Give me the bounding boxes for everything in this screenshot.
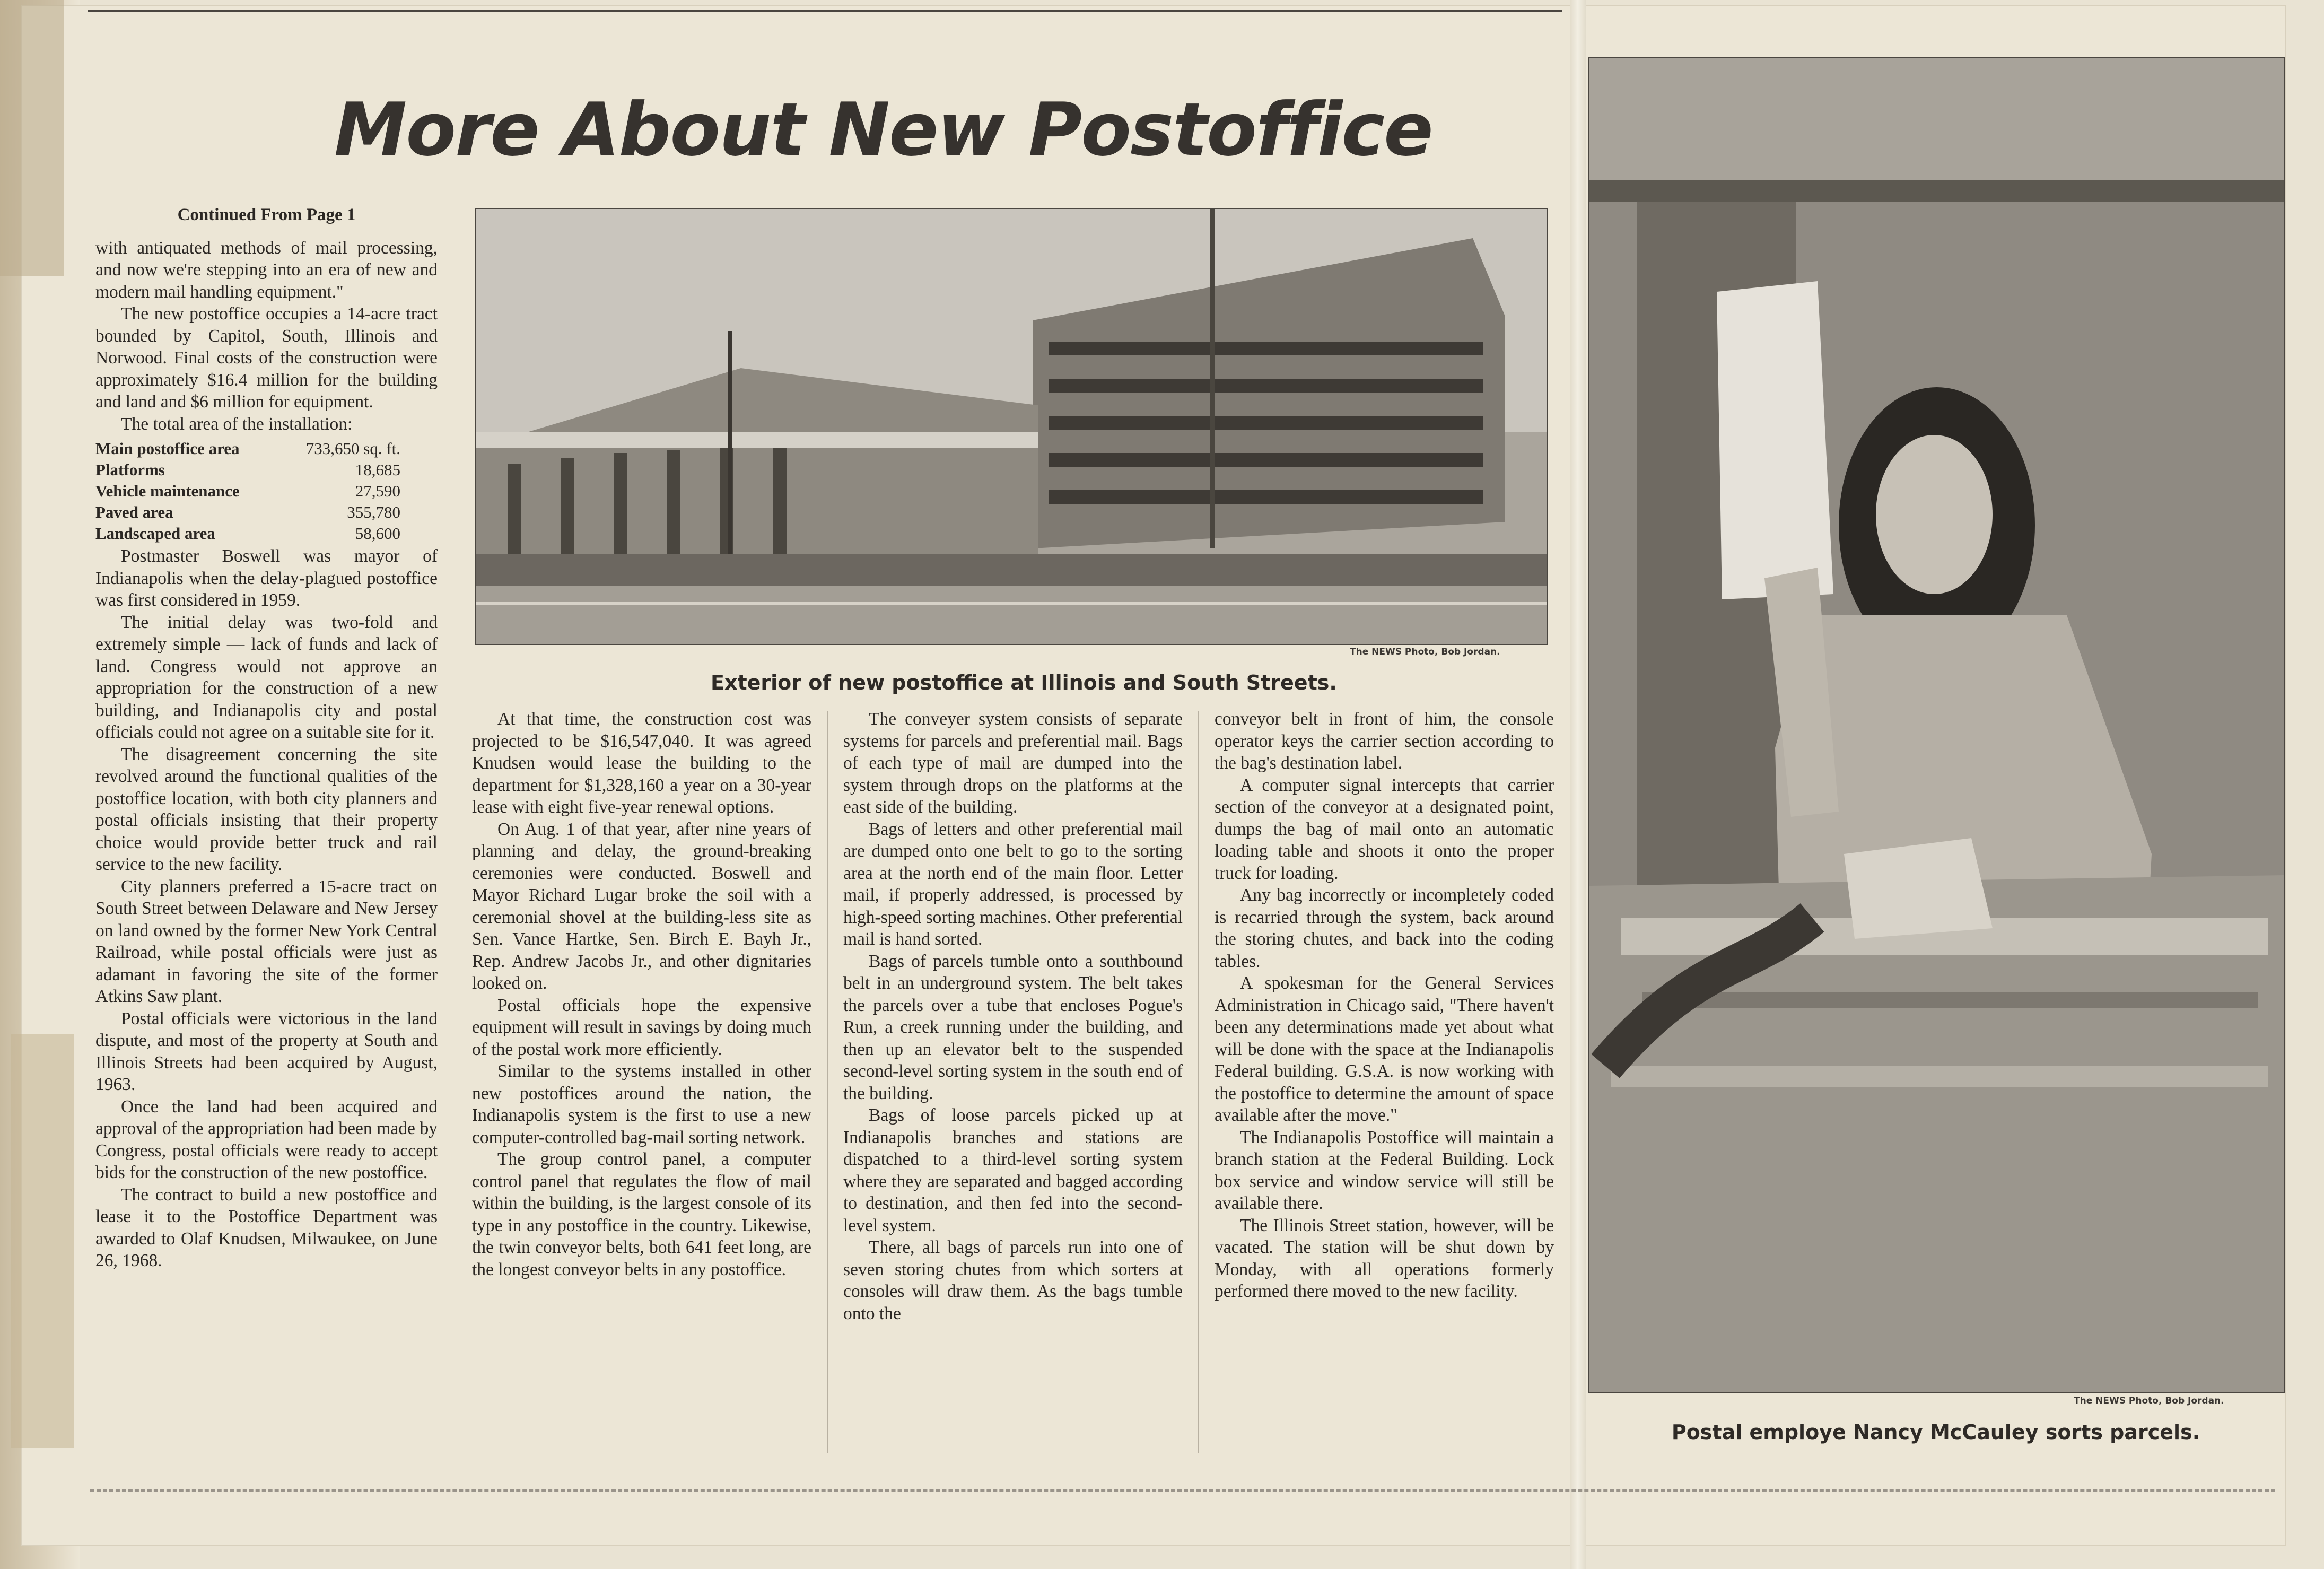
photo-caption: Exterior of new postoffice at Illinois and South Streets. bbox=[711, 671, 1337, 694]
paragraph: On Aug. 1 of that year, after nine years of planning and delay, the ground-breaking ceremonies were conducted. Boswell and Mayor Richard Lugar broke the soil with a ceremonial shovel at the building-less site as Sen. Vance Hartke, Sen. Birch E. Bayh Jr., Rep. Andrew Jacobs Jr., and other dignitaries looked on. bbox=[472, 819, 811, 993]
photo-credit: The NEWS Photo, Bob Jordan. bbox=[1350, 647, 1500, 657]
worker-sorting-photo bbox=[1588, 57, 2285, 1393]
paragraph: The Illinois Street station, however, will be vacated. The station will be shut down by Monday, with all operations formerly performed there moved to the new facility. bbox=[1215, 1215, 1554, 1301]
column-3 bbox=[843, 708, 1183, 1324]
paragraph: conveyor belt in front of him, the console operator keys the carrier section according to the bag's destination label. bbox=[1215, 709, 1554, 773]
stat-value: 58,600 bbox=[355, 524, 400, 543]
stain-top bbox=[0, 0, 64, 276]
stain-mid bbox=[11, 1034, 74, 1448]
paragraph: Bags of parcels tumble onto a southbound belt in an underground system. The belt takes the parcels over a tube that encloses Pogue's Run, a creek running under the building, and then up an elevator belt to the suspended second-level sorting system in the south end of the building. bbox=[843, 951, 1183, 1103]
paragraph: At that time, the construction cost was projected to be $16,547,040. It was agreed Knudsen would lease the building to the department for $1,328,160 a year on a 30-year lease with eight five-year renewal options. bbox=[472, 709, 811, 817]
paragraph: The initial delay was two-fold and extremely simple — lack of funds and lack of land. Congress would not approve an appropriation for the construction of a new building, and Indianapolis city and postal officials could not agree on a suitable site for it. bbox=[95, 612, 438, 742]
paragraph: with antiquated methods of mail processing, and now we're stepping into an era of new and modern mail handling equipment." bbox=[95, 238, 438, 302]
column-rule bbox=[1198, 711, 1199, 1453]
column-rule bbox=[827, 711, 828, 1453]
bottom-rule bbox=[90, 1489, 2275, 1492]
stats-row bbox=[95, 502, 438, 523]
paragraph: A computer signal intercepts that carrier section of the conveyor at a designated point, dumps the bag of mail onto an automatic loading table and shoots it onto the proper truck for loading. bbox=[1215, 775, 1554, 883]
stat-label: Landscaped area bbox=[95, 524, 215, 543]
paragraph: The conveyer system consists of separate systems for parcels and preferential mail. Bags of each type of mail are dumped into the system through drops on the platforms at the east side of the building. bbox=[843, 709, 1183, 817]
stat-label: Paved area bbox=[95, 503, 173, 521]
paragraph: The group control panel, a computer control panel that regulates the flow of mail within the building, is the largest console of its type in any postoffice in the country. Likewise, the twin conveyor belts, both 641 feet long, are the longest conveyor belts in any postoffice. bbox=[472, 1149, 811, 1279]
stats-row bbox=[95, 438, 438, 459]
stats-row bbox=[95, 481, 438, 502]
building-illustration bbox=[476, 209, 1547, 644]
column-1 bbox=[95, 204, 438, 1272]
column-4 bbox=[1215, 708, 1554, 1303]
continued-kicker: Continued From Page 1 bbox=[177, 205, 356, 224]
page-fold bbox=[1570, 0, 1586, 1569]
stat-label: Main postoffice area bbox=[95, 439, 240, 458]
paragraph: Similar to the systems installed in other new postoffices around the nation, the Indianapolis system is the first to use a new computer-controlled bag-mail sorting network. bbox=[472, 1061, 811, 1147]
column-2 bbox=[472, 708, 811, 1280]
stats-row bbox=[95, 459, 438, 481]
worker-illustration bbox=[1589, 58, 2284, 1392]
paragraph: A spokesman for the General Services Administration in Chicago said, "There haven't been any determinations made yet about what will be done with the space at the Indianapolis Federal building. G.S.A. is now working with the postoffice to determine the amount of space available after the move." bbox=[1215, 973, 1554, 1125]
paragraph: The total area of the installation: bbox=[121, 414, 353, 434]
photo-caption: Postal employe Nancy McCauley sorts parcels. bbox=[1671, 1420, 2200, 1444]
paragraph: The Indianapolis Postoffice will maintain a branch station at the Federal Building. Lock box service and window service will still be available there. bbox=[1215, 1127, 1554, 1213]
paragraph: The new postoffice occupies a 14-acre tract bounded by Capitol, South, Illinois and Norwood. Final costs of the construction were approximately $16.4 million for the building and land and $6 million for equipment. bbox=[95, 304, 438, 412]
stat-value: 355,780 bbox=[347, 503, 400, 521]
paragraph: There, all bags of parcels run into one of seven storing chutes from which sorters at consoles will draw them. As the bags tumble onto the bbox=[843, 1237, 1183, 1323]
paragraph: Postmaster Boswell was mayor of Indianapolis when the delay-plagued postoffice was first considered in 1959. bbox=[95, 546, 438, 610]
stat-value: 27,590 bbox=[355, 482, 400, 500]
paragraph: Postal officials were victorious in the land dispute, and most of the property at South and Illinois Streets had been acquired by August, 1963. bbox=[95, 1008, 438, 1094]
paragraph: Once the land had been acquired and approval of the appropriation had been made by Congress, postal officials were ready to accept bids for the construction of the new postoffice. bbox=[95, 1096, 438, 1182]
top-rule bbox=[88, 10, 1562, 12]
paragraph: The disagreement concerning the site revolved around the functional qualities of the postoffice location, with both city planners and postal officials insisting that their property choice would provide better truck and rail service to the new facility. bbox=[95, 744, 438, 874]
stats-row bbox=[95, 523, 438, 544]
paragraph: Any bag incorrectly or incompletely coded is recarried through the system, back around the storing chutes, and back into the coding tables. bbox=[1215, 885, 1554, 971]
paragraph: Bags of loose parcels picked up at Indianapolis branches and stations are dispatched to a third-level sorting system where they are separated and bagged according to destination, and then fed into the second-level system. bbox=[843, 1105, 1183, 1235]
stat-label: Platforms bbox=[95, 460, 165, 479]
headline: More About New Postoffice bbox=[334, 87, 1432, 172]
paragraph: Postal officials hope the expensive equipment will result in savings by doing much of the postal work more efficiently. bbox=[472, 995, 811, 1059]
postoffice-exterior-photo bbox=[475, 208, 1548, 645]
paragraph: The contract to build a new postoffice and lease it to the Postoffice Department was awarded to Olaf Knudsen, Milwaukee, on June 26, 1968. bbox=[95, 1184, 438, 1270]
stat-value: 733,650 sq. ft. bbox=[305, 439, 400, 458]
stat-value: 18,685 bbox=[355, 460, 400, 479]
photo-credit: The NEWS Photo, Bob Jordan. bbox=[2074, 1396, 2224, 1406]
paragraph: Bags of letters and other preferential mail are dumped onto one belt to go to the sorting area at the north end of the main floor. Letter mail, if properly addressed, is processed by high-speed sorting machines. Other preferential mail is hand sorted. bbox=[843, 819, 1183, 949]
area-stats-table bbox=[95, 438, 438, 544]
paragraph: City planners preferred a 15-acre tract on South Street between Delaware and New Jersey on land owned by the former New York Central Railroad, while postal officials were just as adamant in favoring the site of the former Atkins Saw plant. bbox=[95, 876, 438, 1006]
stat-label: Vehicle maintenance bbox=[95, 482, 240, 500]
